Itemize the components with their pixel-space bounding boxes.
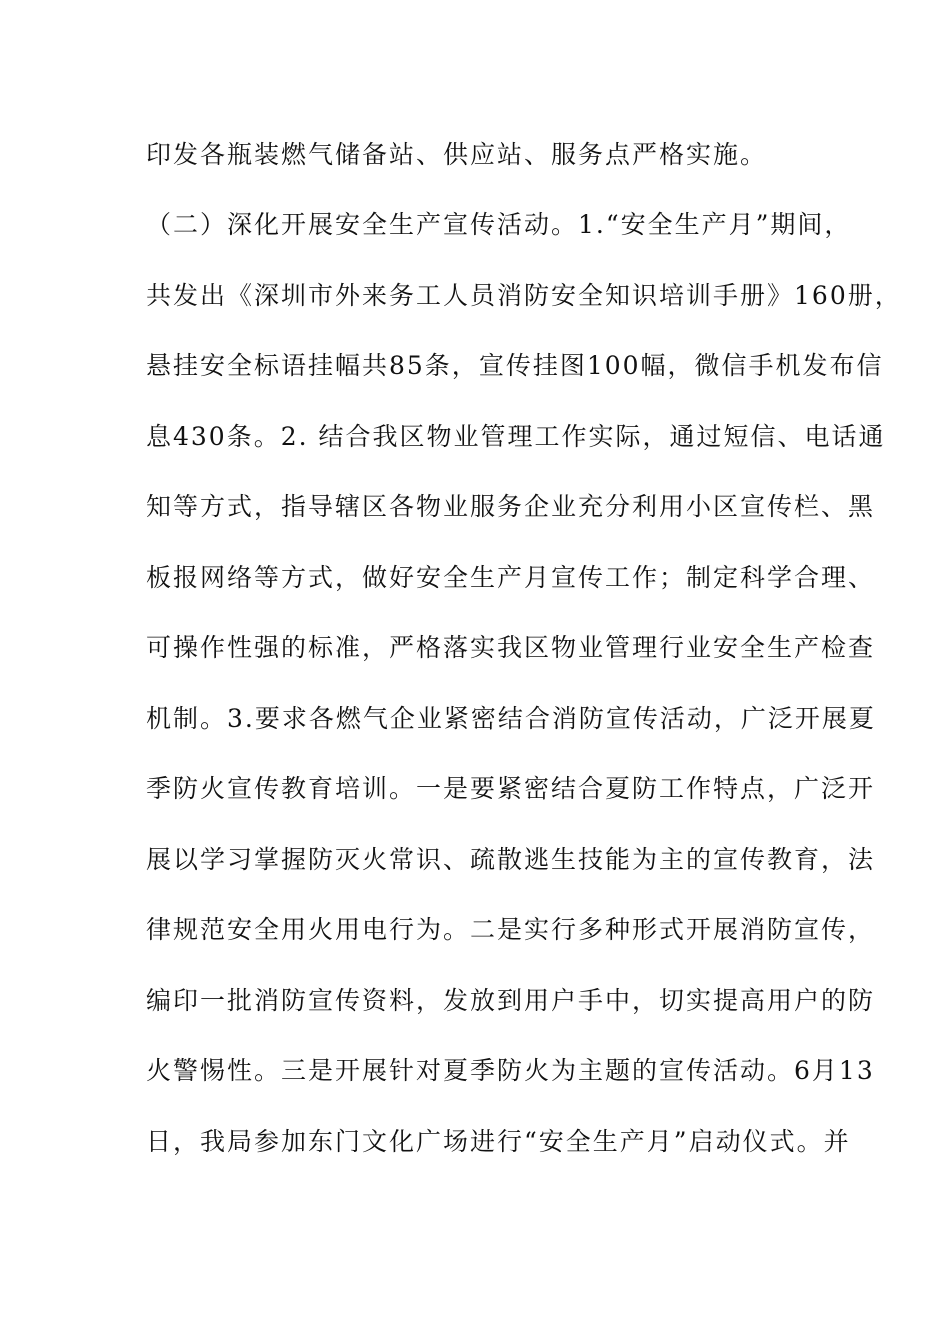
paragraph-line: 知等方式，指导辖区各物业服务企业充分利用小区宣传栏、黑 [146,492,876,521]
paragraph-line: 印发各瓶装燃气储备站、供应站、服务点严格实施。 [146,140,768,169]
paragraph-line: （二）深化开展安全生产宣传活动。1.“安全生产月”期间， [146,210,852,239]
paragraph-line: 机制。3.要求各燃气企业紧密结合消防宣传活动，广泛开展夏 [146,704,876,733]
paragraph-line: 日，我局参加东门文化广场进行“安全生产月”启动仪式。并 [146,1127,851,1156]
paragraph-line: 展以学习掌握防灭火常识、疏散逃生技能为主的宣传教育，法 [146,845,876,874]
paragraph-line: 息430条。2. 结合我区物业管理工作实际，通过短信、电话通 [146,422,886,451]
paragraph-line: 共发出《深圳市外来务工人员消防安全知识培训手册》160册， [146,281,902,310]
paragraph-line: 悬挂安全标语挂幅共85条，宣传挂图100幅，微信手机发布信 [146,351,884,380]
paragraph-line: 律规范安全用火用电行为。二是实行多种形式开展消防宣传， [146,915,876,944]
paragraph-line: 可操作性强的标准，严格落实我区物业管理行业安全生产检查 [146,633,876,662]
paragraph-line: 火警惕性。三是开展针对夏季防火为主题的宣传活动。6月13 [146,1056,875,1085]
paragraph-line: 季防火宣传教育培训。一是要紧密结合夏防工作特点，广泛开 [146,774,876,803]
paragraph-line: 编印一批消防宣传资料，发放到用户手中，切实提高用户的防 [146,986,876,1015]
paragraph-line: 板报网络等方式，做好安全生产月宣传工作；制定科学合理、 [146,563,876,592]
